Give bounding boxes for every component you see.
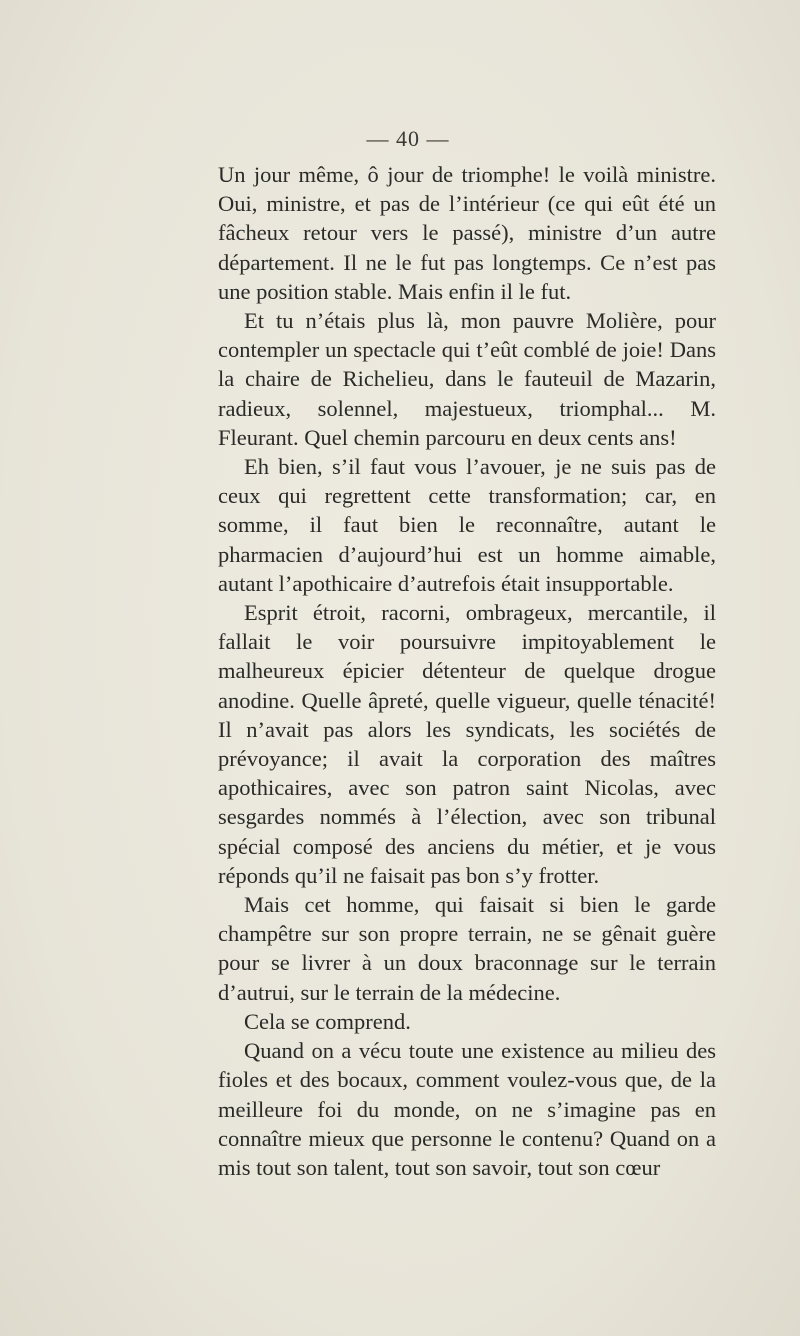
paragraph-3: Eh bien, s’il faut vous l’avouer, je ne suis pas de ceux qui regrettent cette transformation; car, en somme, il faut bien le reconnaître, autant le pharmacien d’aujourd’hui est un homme aimable, autant l’apothicaire d’autrefois était insupportable. [218, 454, 716, 596]
paragraph-4: Esprit étroit, racorni, ombrageux, mercantile, il fallait le voir poursuivre impitoyablement le malheureux épicier détenteur de quelque drogue anodine. Quelle âpreté, quelle vigueur, quelle ténacité! Il n’avait pas alors les syndicats, les sociétés de prévoyance; il avait la corporation des maîtres apothicaires, avec son patron saint Nicolas, avec sesgardes nommés à l’élection, avec son tribunal spécial composé des anciens du métier, et je vous réponds qu’il ne faisait pas bon s’y frotter. [218, 600, 716, 888]
body-text [218, 160, 716, 1182]
paragraph-5: Mais cet homme, qui faisait si bien le garde champêtre sur son propre terrain, ne se gênait guère pour se livrer à un doux braconnage sur le terrain d’autrui, sur le terrain de la médecine. [218, 892, 716, 1005]
paragraph-6: Cela se comprend. [244, 1008, 411, 1034]
page-number: — 40 — [366, 126, 450, 151]
paragraph-7: Quand on a vécu toute une existence au milieu des fioles et des bocaux, comment voulez-vous que, de la meilleure foi du monde, on ne s’imagine pas en connaître mieux que personne le contenu? Quand on a mis tout son talent, tout son savoir, tout son cœur [218, 1038, 716, 1180]
paragraph-1: Un jour même, ô jour de triomphe! le voilà ministre. Oui, ministre, et pas de l’intérieur (ce qui eût été un fâcheux retour vers le passé), ministre d’un autre département. Il ne le fut pas longtemps. Ce n’est pas une position stable. Mais enfin il le fut. [218, 162, 716, 304]
paragraph-2: Et tu n’étais plus là, mon pauvre Molière, pour contempler un spectacle qui t’eût comblé de joie! Dans la chaire de Richelieu, dans le fauteuil de Mazarin, radieux, solennel, majestueux, triomphal... M. Fleurant. Quel chemin parcouru en deux cents ans! [218, 308, 716, 450]
